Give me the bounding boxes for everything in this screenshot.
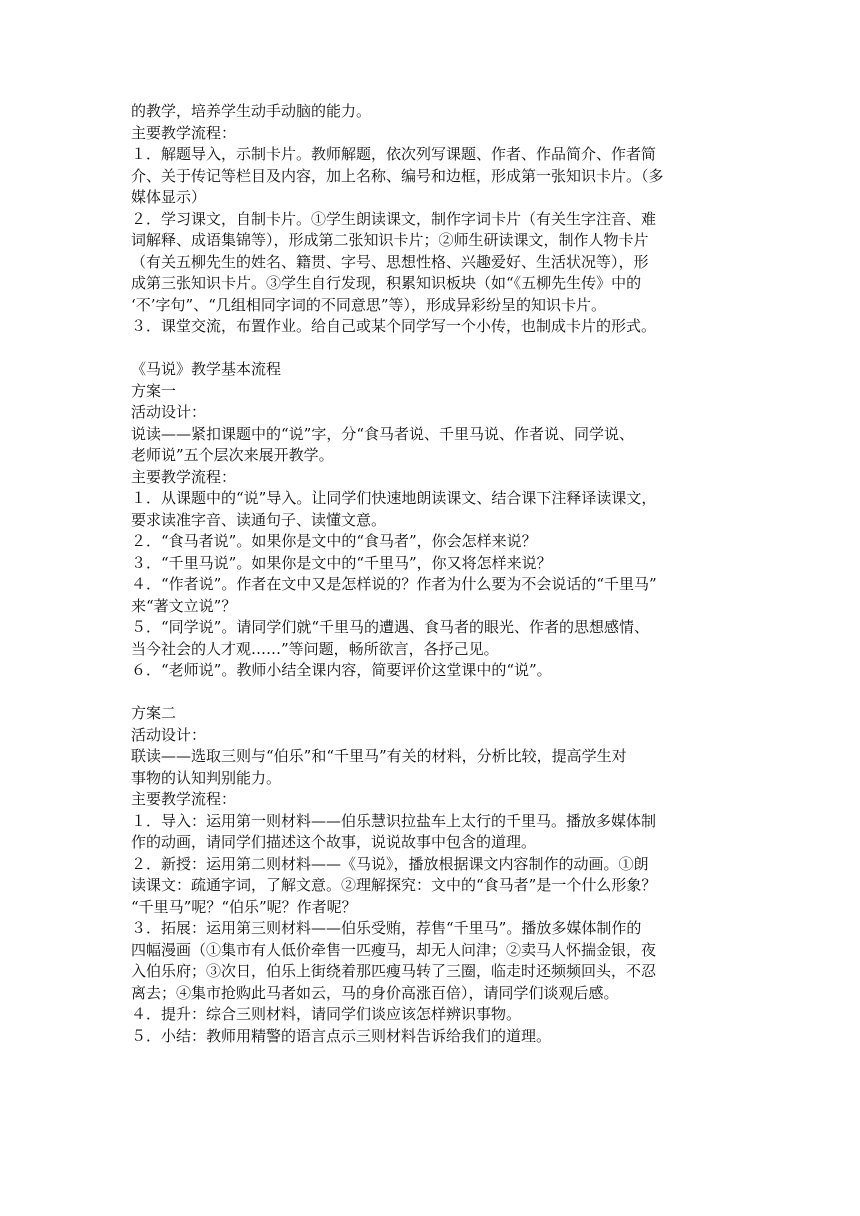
text-line: ３．课堂交流，布置作业。给自己或某个同学写一个小传，也制成卡片的形式。 [131,317,657,335]
text-line: 说读——紧扣课题中的“说”字，分“食马者说、千里马说、作者说、同学说、 [131,424,635,443]
text-line: １．从课题中的“说”导入。让同学们快速地朗读课文、结合课下注释译读课文， [131,489,657,507]
text-line: 主要教学流程： [131,790,237,808]
text-line: １．解题导入，示制卡片。教师解题，依次列写课题、作者、作品简介、作者简 [131,145,657,163]
text-line: 要求读准字音、读通句子、读懂文意。 [131,510,387,529]
text-line: ‘不’字句”、“几组相同字词的不同意思”等），形成异彩纷呈的知识卡片。 [131,295,607,314]
text-line: ２．新授：运用第二则材料——《马说》，播放根据课文内容制作的动画。①朗 [131,854,649,873]
text-line: ３．拓展：运用第三则材料——伯乐受贿，荐售“千里马”。播放多媒体制作的 [131,919,642,937]
blank-line [131,682,731,704]
text-line: ２．“食马者说”。如果你是文中的“食马者”，你会怎样来说？ [131,532,537,550]
text-line: “千里马”呢？“伯乐”呢？作者呢？ [131,897,357,916]
text-line: 四幅漫画（①集市有人低价牵售一匹瘦马，却无人问津；②卖马人怀揣金银，夜 [131,940,657,959]
text-line: 联读——选取三则与“伯乐”和“千里马”有关的材料，分析比较，提高学生对 [131,747,627,765]
text-line: 词解释、成语集锦等），形成第二张知识卡片；②师生研读课文，制作人物卡片 [131,231,649,249]
text-line: 当今社会的人才观……”等问题，畅所欲言，各抒己见。 [131,639,499,658]
text-line: 媒体显示） [131,188,207,206]
text-line: 活动设计： [131,725,207,744]
text-line: 介、关于传记等栏目及内容，加上名称、编号和边框，形成第一张知识卡片。（多 [131,166,664,185]
text-line: 主要教学流程： [131,123,237,142]
text-line: ４．提升：综合三则材料，请同学们谈应该怎样辨识事物。 [131,1005,522,1023]
text-line: （有关五柳先生的姓名、籍贯、字号、思想性格、兴趣爱好、生活状况等），形 [131,252,649,271]
text-line: 入伯乐府；③次日，伯乐上街绕着那匹瘦马转了三圈，临走时还频频回头，不忍 [131,962,657,980]
text-line: 活动设计： [131,403,207,421]
text-line: ５．小结：教师用精警的语言点示三则材料告诉给我们的道理。 [131,1026,552,1045]
document-page [131,101,731,1047]
text-line: ３．“千里马说”。如果你是文中的“千里马”，你又将怎样来说？ [131,553,552,572]
text-line: 离去；④集市抢购此马者如云，马的身价高涨百倍），请同学们谈观后感。 [131,983,619,1002]
text-line: ２．学习课文，自制卡片。①学生朗读课文，制作字词卡片（有关生字注音、难 [131,209,657,228]
text-line: ４．“作者说”。作者在文中又是怎样说的？作者为什么要为不会说话的“千里马” [131,575,657,593]
text-line: 成第三张知识卡片。③学生自行发现，积累知识板块（如“《五柳先生传》中的 [131,274,642,292]
text-line: 方案一 [131,381,177,400]
text-line: １．导入：运用第一则材料——伯乐慧识拉盐车上太行的千里马。播放多媒体制 [131,811,657,830]
text-line: 作的动画，请同学们描述这个故事，说说故事中包含的道理。 [131,833,537,851]
text-line: 方案二 [131,704,177,722]
text-line: 《马说》教学基本流程 [131,360,282,378]
text-line: 的教学，培养学生动手动脑的能力。 [131,102,372,120]
text-line: 读课文：疏通字词，了解文意。②理解探究：文中的“食马者”是一个什么形象？ [131,876,657,894]
text-line: ６．“老师说”。教师小结全课内容，简要评价这堂课中的“说”。 [131,661,552,679]
text-line: ５．“同学说”。请同学们就“千里马的遭遇、食马者的眼光、作者的思想感情、 [131,618,650,636]
blank-line [131,338,731,360]
text-line: 事物的认知判别能力。 [131,768,282,787]
text-line: 来“著文立说”？ [131,596,237,615]
text-line: 主要教学流程： [131,467,237,486]
text-line: 老师说”五个层次来展开教学。 [131,446,334,464]
